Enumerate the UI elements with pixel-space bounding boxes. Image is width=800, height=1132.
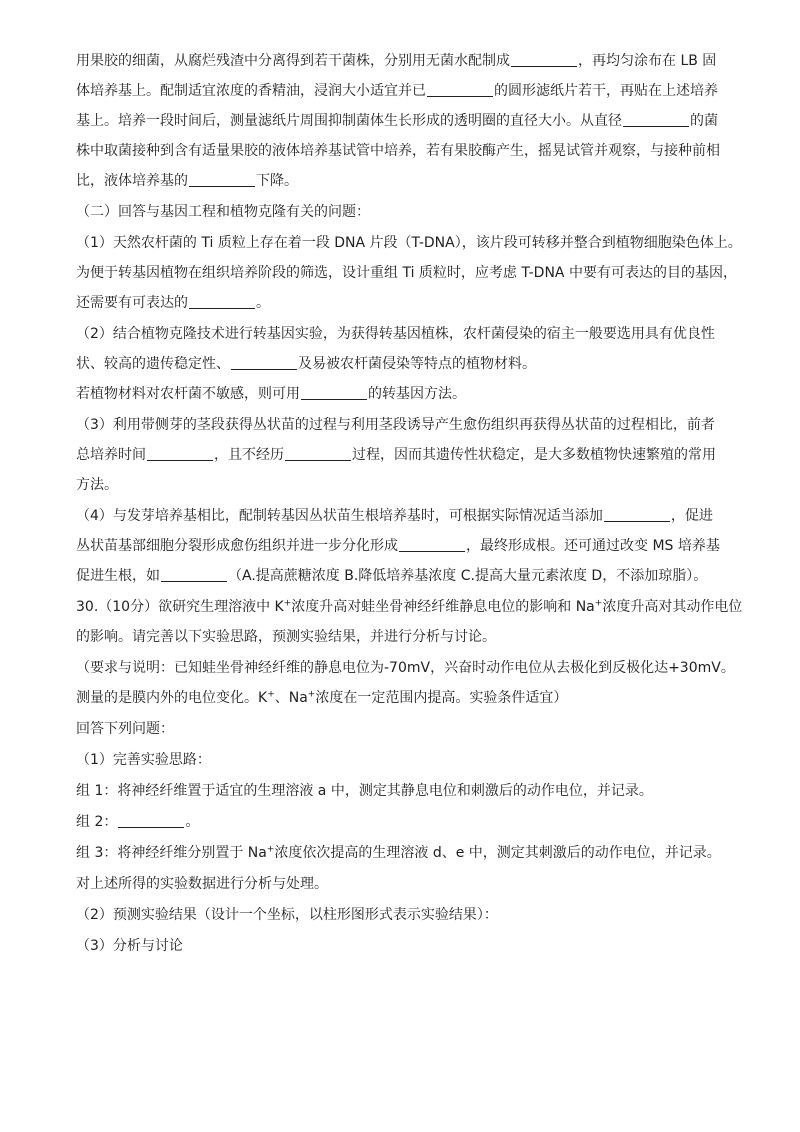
text-line [76, 565, 726, 587]
text: 过程，因而其遗传性状稳定，是大多数植物快速繁殖的常用 [352, 447, 716, 463]
text-line [76, 444, 726, 466]
text: 及易被农杆菌侵染等特点的植物材料。 [298, 356, 536, 372]
text: 用果胶的细菌，从腐烂残渣中分离得到若干菌株，分别用无菌水配制成 [76, 53, 510, 69]
answer-blank [427, 82, 493, 97]
text-line: 回答下列问题： [76, 721, 174, 737]
text: 状、较高的遗传稳定性、 [76, 356, 230, 372]
text: 浓度在一定范围内提高。实验条件适宜） [315, 690, 568, 706]
text-line: 组 1：将神经纤维置于适宜的生理溶液 a 中，测定其静息电位和刺激后的动作电位，并记录。 [76, 783, 653, 799]
text-line: （2）结合植物克隆技术进行转基因实验，为获得转基因植株，农杆菌侵染的宿主一般要选用具有优良性 [76, 326, 715, 342]
text-line [76, 505, 726, 527]
text-line: 为便于转基因植物在组织培养阶段的筛选，设计重组 Ti 质粒时，应考虑 T-DNA 中要有可表达的目的基因， [76, 265, 737, 281]
text-line [76, 50, 726, 72]
text: 组 2： [76, 814, 118, 830]
superscript: + [307, 689, 316, 700]
text: ，再均匀涂布在 LB 固 [578, 53, 717, 69]
answer-blank [118, 813, 184, 828]
text: 丛状苗基部细胞分裂形成愈伤组织并进一步分化形成 [76, 538, 398, 554]
text: 促进生根，如 [76, 568, 160, 584]
answer-blank [623, 112, 689, 127]
text-line [76, 353, 726, 375]
answer-blank [231, 355, 297, 370]
text-line: （3）利用带侧芽的茎段获得丛状苗的过程与利用茎段诱导产生愈伤组织再获得丛状苗的过程相比，前者 [76, 417, 715, 433]
text-line: 方法。 [76, 477, 118, 493]
answer-blank [301, 385, 367, 400]
text-line: （2）预测实验结果（设计一个坐标，以柱形图形式表示实验结果）： [76, 907, 498, 923]
superscript: + [283, 598, 292, 609]
text: 30.（10分）欲研究生理溶液中 K [76, 599, 284, 615]
text: 下降。 [256, 173, 298, 189]
text-line [76, 811, 726, 833]
text: 。 [185, 814, 200, 830]
text-line [76, 842, 726, 864]
text: 浓度升高对蛙坐骨神经纤维静息电位的影响和 Na [291, 599, 595, 615]
section-title: （二）回答与基因工程和植物克隆有关的问题： [76, 204, 370, 220]
answer-blank [161, 567, 227, 582]
text: 若植物材料对农杆菌不敏感，则可用 [76, 386, 300, 402]
text: （A.提高蔗糖浓度 B.降低培养基浓度 C.提高大量元素浓度 D，不添加琼脂）。 [228, 568, 708, 584]
answer-blank [189, 172, 255, 187]
text-line [76, 110, 726, 132]
text-line: 对上述所得的实验数据进行分析与处理。 [76, 876, 328, 892]
text: 总培养时间 [76, 447, 146, 463]
text: 的转基因方法。 [368, 386, 466, 402]
text: ，促进 [670, 508, 713, 524]
text-line [76, 383, 726, 405]
text: 浓度升高对其动作电位 [602, 599, 743, 615]
text: ，且不经历 [214, 447, 284, 463]
text-line [76, 535, 726, 557]
text-line: （3）分析与讨论 [76, 938, 183, 954]
text-line: 的影响。请完善以下实验思路，预测实验结果，并进行分析与讨论。 [76, 629, 496, 645]
text-line: （要求与说明：已知蛙坐骨神经纤维的静息电位为-70mV，兴奋时动作电位从去极化到反极化达+30mV。 [76, 660, 735, 676]
answer-blank [189, 294, 255, 309]
text: 浓度依次提高的生理溶液 d、e 中，测定其刺激后的动作电位，并记录。 [274, 845, 721, 861]
text: 体培养基上。配制适宜浓度的香精油，浸润大小适宜并已 [76, 83, 426, 99]
text-line [76, 292, 726, 314]
text-line: （1）天然农杆菌的 Ti 质粒上存在着一段 DNA 片段（T-DNA），该片段可转移并整合到植物细胞染色体上。 [76, 235, 742, 251]
text-line [76, 596, 743, 618]
text-line: （1）完善实验思路： [76, 752, 211, 768]
text: ，最终形成根。还可通过改变 MS 培养基 [466, 538, 720, 554]
text: 的菌 [690, 113, 718, 129]
superscript: + [594, 598, 603, 609]
text-line [76, 170, 726, 192]
text: 测量的是膜内外的电位变化。K [76, 690, 268, 706]
text-line: 株中取菌接种到含有适量果胶的液体培养基试管中培养，若有果胶酶产生，摇晃试管并观察，与接种前相 [76, 143, 720, 159]
answer-blank [285, 446, 351, 461]
superscript: + [266, 844, 275, 855]
text: 。 [256, 295, 270, 311]
text: 比，液体培养基的 [76, 173, 188, 189]
text-line [76, 80, 726, 102]
answer-blank [604, 507, 670, 522]
text: 组 3：将神经纤维分别置于 Na [76, 845, 267, 861]
answer-blank [399, 537, 465, 552]
text: 的圆形滤纸片若干，再贴在上述培养 [494, 83, 718, 99]
superscript: + [267, 689, 275, 700]
text-line [76, 687, 726, 709]
text: 基上。培养一段时间后，测量滤纸片周围抑制菌体生长形成的透明圈的直径大小。从直径 [76, 113, 622, 129]
answer-blank [511, 52, 577, 67]
text: （4）与发芽培养基相比，配制转基因丛状苗生根培养基时，可根据实际情况适当添加 [76, 508, 603, 524]
text: 、Na [274, 690, 308, 706]
text: 还需要有可表达的 [76, 295, 188, 311]
answer-blank [147, 446, 213, 461]
